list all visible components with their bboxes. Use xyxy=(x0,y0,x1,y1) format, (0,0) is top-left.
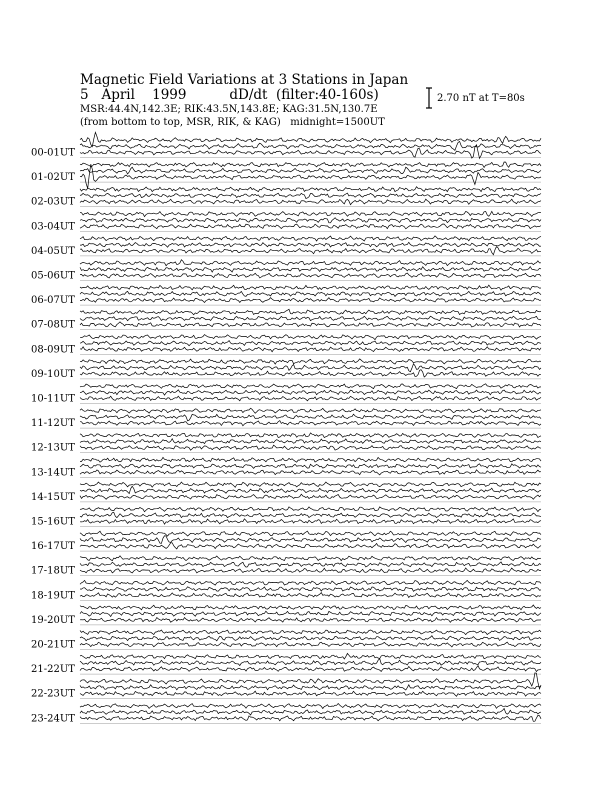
trace-msr-18-19UT xyxy=(80,593,541,598)
hour-label-12-13UT: 12-13UT xyxy=(31,442,75,454)
hour-label-21-22UT: 21-22UT xyxy=(31,664,75,676)
trace-msr-23-24UT xyxy=(80,715,541,721)
trace-msr-20-21UT xyxy=(80,642,541,647)
trace-rik-11-12UT xyxy=(80,414,541,421)
trace-rik-17-18UT xyxy=(80,562,541,567)
trace-rik-10-11UT xyxy=(80,390,541,395)
hour-label-group xyxy=(31,148,75,725)
hour-label-15-16UT: 15-16UT xyxy=(31,516,75,528)
hour-label-16-17UT: 16-17UT xyxy=(31,541,75,553)
trace-kag-05-06UT xyxy=(80,260,541,266)
trace-kag-13-14UT xyxy=(80,457,541,462)
hour-label-18-19UT: 18-19UT xyxy=(31,590,75,602)
trace-kag-06-07UT xyxy=(80,285,541,290)
hour-label-09-10UT: 09-10UT xyxy=(31,368,75,380)
hour-label-11-12UT: 11-12UT xyxy=(31,418,75,430)
trace-msr-15-16UT xyxy=(80,519,541,524)
trace-rik-12-13UT xyxy=(80,439,541,444)
trace-kag-00-01UT xyxy=(80,132,541,146)
hour-label-17-18UT: 17-18UT xyxy=(31,565,75,577)
trace-rik-07-08UT xyxy=(80,316,541,321)
trace-msr-10-11UT xyxy=(80,396,541,401)
trace-kag-15-16UT xyxy=(80,507,541,512)
trace-kag-20-21UT xyxy=(80,630,541,635)
trace-rik-13-14UT xyxy=(80,464,541,469)
trace-msr-13-14UT xyxy=(80,470,541,475)
hour-label-20-21UT: 20-21UT xyxy=(31,639,75,651)
trace-rik-21-22UT xyxy=(80,659,541,666)
trace-kag-18-19UT xyxy=(80,580,541,585)
trace-rik-06-07UT xyxy=(80,291,541,296)
trace-kag-07-08UT xyxy=(80,309,541,314)
trace-group xyxy=(80,132,541,721)
trace-kag-23-24UT xyxy=(80,704,541,709)
hour-label-05-06UT: 05-06UT xyxy=(31,270,75,282)
trace-msr-14-15UT xyxy=(80,494,541,499)
trace-msr-12-13UT xyxy=(80,445,541,450)
trace-msr-05-06UT xyxy=(80,273,541,278)
trace-rik-14-15UT xyxy=(80,486,541,493)
trace-msr-02-03UT xyxy=(80,199,541,205)
scale-bar-label: 2.70 nT at T=80s xyxy=(437,93,525,104)
trace-rik-02-03UT xyxy=(80,193,541,198)
trace-msr-06-07UT xyxy=(80,298,541,303)
hour-label-22-23UT: 22-23UT xyxy=(31,688,75,700)
trace-kag-19-20UT xyxy=(80,605,541,610)
hour-label-06-07UT: 06-07UT xyxy=(31,295,75,307)
trace-kag-12-13UT xyxy=(80,433,541,438)
chart-subtitle: 5 April 1999 dD/dt (filter:40-160s) xyxy=(80,87,379,103)
hour-label-03-04UT: 03-04UT xyxy=(31,221,75,233)
hour-label-14-15UT: 14-15UT xyxy=(31,491,75,503)
trace-kag-17-18UT xyxy=(80,556,541,561)
hour-label-10-11UT: 10-11UT xyxy=(31,393,75,405)
hour-label-13-14UT: 13-14UT xyxy=(31,467,75,479)
trace-kag-16-17UT xyxy=(80,531,541,536)
station-coordinates: MSR:44.4N,142.3E; RIK:43.5N,143.8E; KAG:31.5N,130.7E xyxy=(80,104,378,115)
trace-rik-22-23UT xyxy=(80,685,541,690)
trace-kag-04-05UT xyxy=(80,236,541,241)
trace-msr-19-20UT xyxy=(80,618,541,623)
trace-msr-09-10UT xyxy=(80,370,541,377)
trace-msr-22-23UT xyxy=(80,691,541,696)
trace-kag-02-03UT xyxy=(80,187,541,192)
station-order-note: (from bottom to top, MSR, RIK, & KAG) midnight=1500UT xyxy=(80,117,385,128)
trace-rik-09-10UT xyxy=(80,364,541,372)
trace-kag-01-02UT xyxy=(80,162,541,168)
trace-kag-22-23UT xyxy=(80,673,541,689)
hour-label-07-08UT: 07-08UT xyxy=(31,319,75,331)
trace-rik-19-20UT xyxy=(80,611,541,616)
trace-msr-04-05UT xyxy=(80,247,541,255)
trace-msr-03-04UT xyxy=(80,224,541,229)
trace-msr-07-08UT xyxy=(80,322,541,327)
trace-rik-00-01UT xyxy=(80,141,541,150)
trace-rik-03-04UT xyxy=(80,218,541,223)
trace-msr-11-12UT xyxy=(80,421,541,426)
hour-label-08-09UT: 08-09UT xyxy=(31,344,75,356)
scale-bar xyxy=(426,88,432,108)
trace-kag-09-10UT xyxy=(80,359,541,364)
trace-kag-08-09UT xyxy=(80,335,541,340)
trace-msr-08-09UT xyxy=(80,347,541,352)
trace-rik-18-19UT xyxy=(80,587,541,592)
hour-label-00-01UT: 00-01UT xyxy=(31,147,75,159)
trace-kag-21-22UT xyxy=(80,653,541,659)
trace-msr-21-22UT xyxy=(80,666,541,672)
trace-rik-23-24UT xyxy=(80,709,541,716)
trace-kag-11-12UT xyxy=(80,408,541,413)
hour-label-01-02UT: 01-02UT xyxy=(31,172,75,184)
trace-rik-08-09UT xyxy=(80,341,541,346)
trace-rik-01-02UT xyxy=(80,167,541,174)
trace-msr-01-02UT xyxy=(80,164,541,188)
chart-title: Magnetic Field Variations at 3 Stations in Japan xyxy=(80,72,409,88)
trace-rik-20-21UT xyxy=(80,636,541,641)
trace-kag-03-04UT xyxy=(80,211,541,216)
hour-label-19-20UT: 19-20UT xyxy=(31,614,75,626)
hour-label-23-24UT: 23-24UT xyxy=(31,713,75,725)
trace-rik-04-05UT xyxy=(80,242,541,247)
hour-label-02-03UT: 02-03UT xyxy=(31,196,75,208)
hour-label-04-05UT: 04-05UT xyxy=(31,245,75,257)
trace-msr-17-18UT xyxy=(80,568,541,573)
trace-rik-05-06UT xyxy=(80,267,541,273)
trace-rik-16-17UT xyxy=(80,536,541,544)
trace-rik-15-16UT xyxy=(80,512,541,517)
trace-msr-16-17UT xyxy=(80,543,541,549)
trace-kag-14-15UT xyxy=(80,482,541,487)
trace-kag-10-11UT xyxy=(80,384,541,389)
